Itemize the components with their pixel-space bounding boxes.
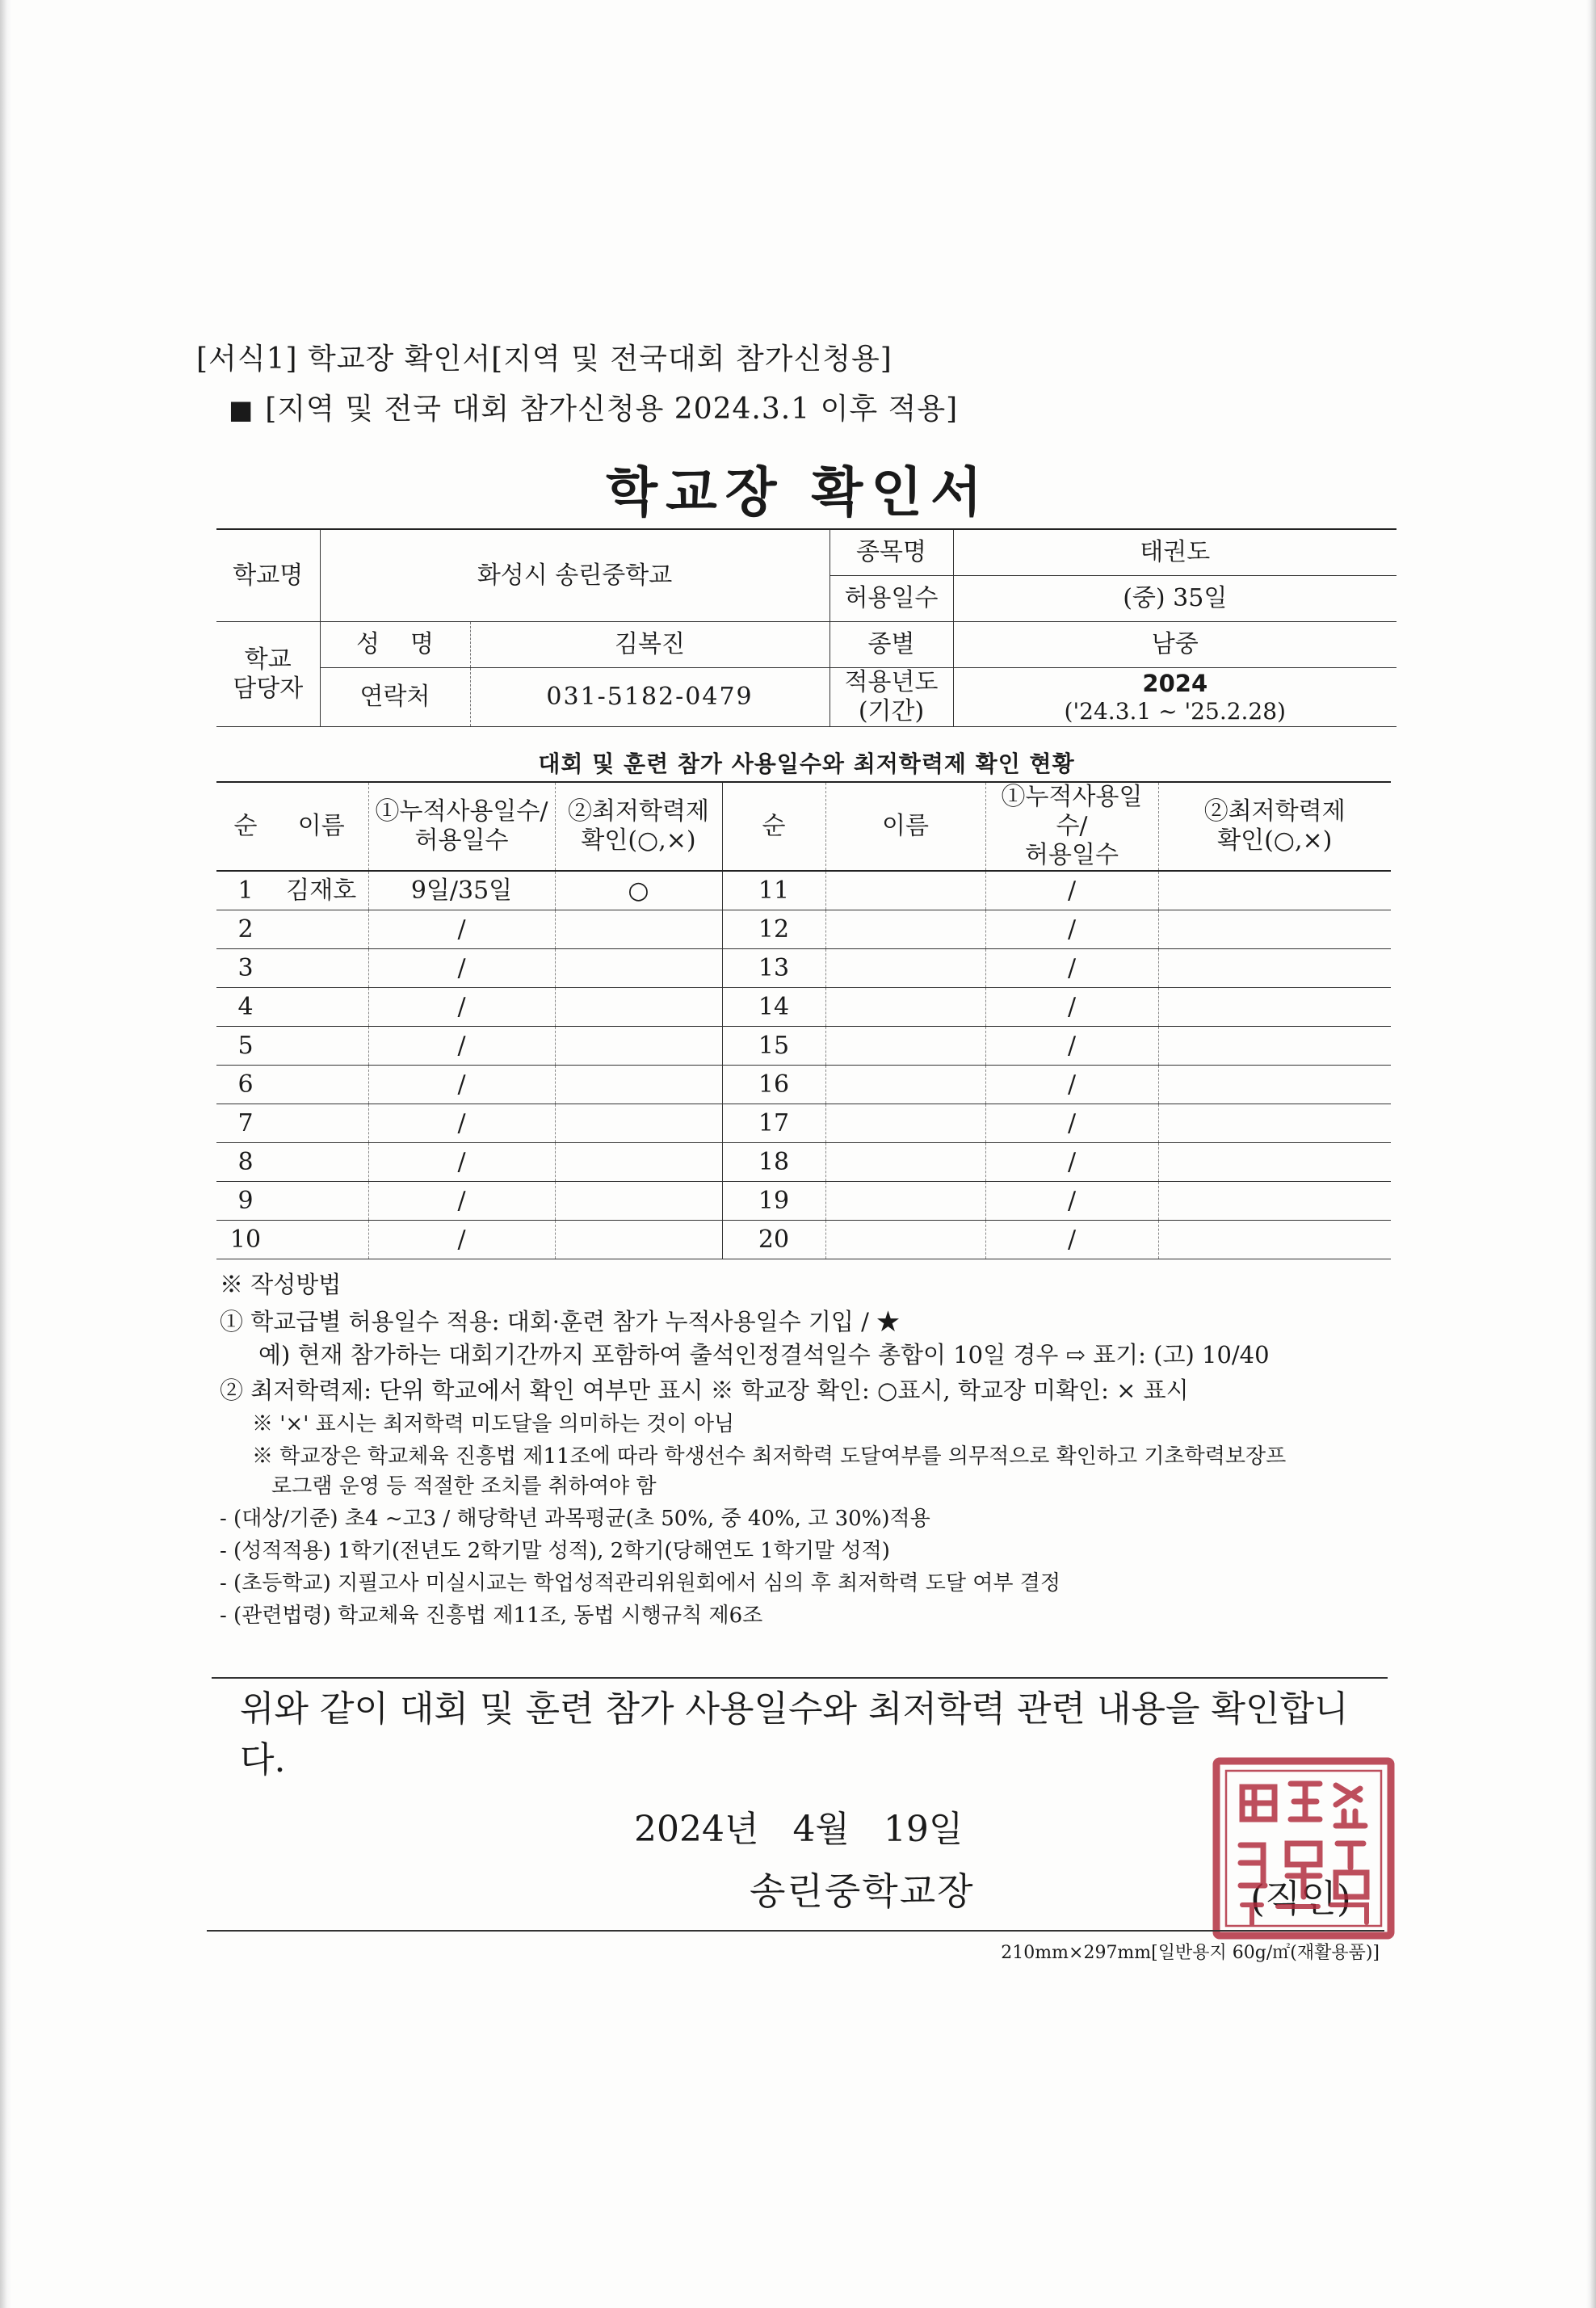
row-no: 3	[216, 949, 275, 988]
row-no-right: 15	[722, 1027, 825, 1066]
row-no: 6	[216, 1066, 275, 1104]
name-value: 김복진	[470, 622, 830, 668]
row-check-right	[1158, 871, 1391, 910]
row-days: 9일/35일	[368, 871, 555, 910]
row-no-right: 11	[722, 871, 825, 910]
category-label: 종별	[830, 622, 953, 668]
instruction-dash-3: - (초등학교) 지필고사 미실시교는 학업성적관리위원회에서 심의 후 최저학력 도달 여부 결정	[220, 1570, 1061, 1595]
table-row	[216, 1143, 1391, 1182]
category-value: 남중	[953, 622, 1396, 668]
row-no-right: 13	[722, 949, 825, 988]
row-name	[275, 1221, 368, 1259]
row-check	[555, 1027, 722, 1066]
instruction-dash-4: - (관련법령) 학교체육 진흥법 제11조, 동법 시행규칙 제6조	[220, 1603, 763, 1628]
row-name-right	[825, 1221, 985, 1259]
row-name-right	[825, 949, 985, 988]
row-days-right: /	[985, 1143, 1158, 1182]
instruction-dash-2: - (성적적용) 1학기(전년도 2학기말 성적), 2학기(당해연도 1학기말 성적)	[220, 1538, 890, 1563]
row-name	[275, 910, 368, 949]
staff-label: 학교 담당자	[216, 622, 320, 727]
row-check-right	[1158, 1066, 1391, 1104]
header-name: 이름	[275, 782, 368, 871]
name-label: 성 명	[320, 622, 470, 668]
row-no: 8	[216, 1143, 275, 1182]
row-days: /	[368, 1066, 555, 1104]
header-no: 순	[216, 782, 275, 871]
row-name: 김재호	[275, 871, 368, 910]
row-name-right	[825, 1027, 985, 1066]
row-check-right	[1158, 1104, 1391, 1143]
event-value: 태권도	[953, 529, 1396, 576]
row-no: 4	[216, 988, 275, 1027]
row-days: /	[368, 949, 555, 988]
allowed-days-value: (중) 35일	[953, 576, 1396, 622]
row-check-right	[1158, 910, 1391, 949]
header-confirm: ②최저학력제 확인(○,×)	[555, 782, 722, 871]
table-row	[216, 1066, 1391, 1104]
row-days: /	[368, 910, 555, 949]
table-row	[216, 910, 1391, 949]
row-no-right: 12	[722, 910, 825, 949]
row-no-right: 14	[722, 988, 825, 1027]
row-check	[555, 1143, 722, 1182]
instruction-note-2: ※ 학교장은 학교체육 진흥법 제11조에 따라 학생선수 최저학력 도달여부를 의무적으로 확인하고 기초학력보장프	[252, 1444, 1287, 1469]
row-days: /	[368, 1182, 555, 1221]
row-name-right	[825, 1143, 985, 1182]
row-name-right	[825, 1066, 985, 1104]
row-check-right	[1158, 949, 1391, 988]
row-days: /	[368, 988, 555, 1027]
row-check	[555, 1221, 722, 1259]
year-label: 적용년도 (기간)	[830, 668, 953, 727]
instruction-dash-1: - (대상/기준) 초4 ~고3 / 해당학년 과목평균(초 50%, 중 40%, 고 30%)적용	[220, 1507, 930, 1532]
instruction-item-2: ② 최저학력제: 단위 학교에서 확인 여부만 표시 ※ 학교장 확인: ○표시, 학교장 미확인: × 표시	[220, 1377, 1189, 1405]
form-id: [서식1] 학교장 확인서[지역 및 전국대회 참가신청용]	[196, 343, 892, 376]
paper-spec: 210mm×297mm[일반용지 60g/㎡(재활용품)]	[1001, 1943, 1380, 1963]
school-name-label: 학교명	[216, 529, 320, 622]
row-check	[555, 949, 722, 988]
row-name	[275, 949, 368, 988]
row-no-right: 20	[722, 1221, 825, 1259]
row-check-right	[1158, 988, 1391, 1027]
row-check	[555, 910, 722, 949]
row-check-right	[1158, 1221, 1391, 1259]
info-table	[216, 528, 1396, 727]
official-seal-stamp	[1210, 1755, 1397, 1942]
row-no-right: 18	[722, 1143, 825, 1182]
row-days: /	[368, 1104, 555, 1143]
row-name-right	[825, 871, 985, 910]
usage-section-title: 대회 및 훈련 참가 사용일수와 최저학력제 확인 현황	[538, 750, 1075, 777]
row-check-right	[1158, 1182, 1391, 1221]
row-no: 5	[216, 1027, 275, 1066]
row-days-right: /	[985, 910, 1158, 949]
row-name-right	[825, 1104, 985, 1143]
table-row	[216, 1104, 1391, 1143]
row-name	[275, 1143, 368, 1182]
row-days-right: /	[985, 1104, 1158, 1143]
table-row	[216, 988, 1391, 1027]
principal-title: 송린중학교장	[750, 1869, 975, 1913]
instructions	[220, 1270, 1399, 1629]
row-check-right	[1158, 1143, 1391, 1182]
table-row	[216, 1027, 1391, 1066]
row-check	[555, 1104, 722, 1143]
row-name-right	[825, 988, 985, 1027]
subheader-text: [지역 및 전국 대회 참가신청용 2024.3.1 이후 적용]	[265, 393, 959, 426]
instruction-item-1-example: 예) 현재 참가하는 대회기간까지 포함하여 출석인정결석일수 총합이 10일 경우 ⇨ 표기: (고) 10/40	[258, 1341, 1270, 1369]
row-days-right: /	[985, 1221, 1158, 1259]
table-row	[216, 871, 1391, 910]
contact-label: 연락처	[320, 668, 470, 727]
row-days-right: /	[985, 1182, 1158, 1221]
row-no-right: 17	[722, 1104, 825, 1143]
divider-top	[212, 1677, 1388, 1679]
header-cumulative-right: ①누적사용일수/ 허용일수	[985, 782, 1158, 871]
row-days-right: /	[985, 988, 1158, 1027]
row-days: /	[368, 1221, 555, 1259]
period-value: ('24.3.1 ~ '25.2.28)	[1064, 697, 1286, 725]
contact-value: 031-5182-0479	[470, 668, 830, 727]
row-check-right	[1158, 1027, 1391, 1066]
subheader	[229, 386, 958, 427]
square-bullet-icon: ■	[229, 394, 254, 425]
row-no-right: 16	[722, 1066, 825, 1104]
table-row	[216, 1182, 1391, 1221]
page-title: 학교장 확인서	[606, 461, 990, 523]
instruction-item-1: ① 학교급별 허용일수 적용: 대회·훈련 참가 누적사용일수 기입 / ★	[220, 1307, 901, 1335]
row-check	[555, 1182, 722, 1221]
header-confirm-right: ②최저학력제 확인(○,×)	[1158, 782, 1391, 871]
header-name-right: 이름	[825, 782, 985, 871]
row-check: ○	[555, 871, 722, 910]
row-name-right	[825, 1182, 985, 1221]
row-no-right: 19	[722, 1182, 825, 1221]
year-cell	[953, 668, 1396, 727]
usage-header-row	[216, 782, 1391, 871]
row-name	[275, 1104, 368, 1143]
row-days-right: /	[985, 871, 1158, 910]
event-label: 종목명	[830, 529, 953, 576]
allowed-days-label: 허용일수	[830, 576, 953, 622]
row-no: 2	[216, 910, 275, 949]
table-row	[216, 1221, 1391, 1259]
confirmation-text: 위와 같이 대회 및 훈련 참가 사용일수와 최저학력 관련 내용을 확인합니다.	[240, 1688, 1349, 1780]
row-no: 7	[216, 1104, 275, 1143]
seal-label: (직인)	[1250, 1877, 1351, 1920]
usage-table	[216, 781, 1391, 1259]
confirmation-date: 2024년 4월 19일	[634, 1809, 964, 1850]
instruction-note-1: ※ '×' 표시는 최저학력 미도달을 의미하는 것이 아님	[252, 1411, 735, 1436]
divider-bottom	[207, 1930, 1384, 1932]
school-name-value: 화성시 송린중학교	[320, 529, 830, 622]
row-days-right: /	[985, 949, 1158, 988]
table-row	[216, 949, 1391, 988]
row-days-right: /	[985, 1066, 1158, 1104]
row-no: 1	[216, 871, 275, 910]
row-name	[275, 1066, 368, 1104]
row-check	[555, 988, 722, 1027]
row-name	[275, 1182, 368, 1221]
instruction-note-2-cont: 로그램 운영 등 적절한 조치를 취하여야 함	[271, 1474, 657, 1499]
row-check	[555, 1066, 722, 1104]
year-value: 2024	[1142, 669, 1208, 697]
row-no: 9	[216, 1182, 275, 1221]
row-name	[275, 1027, 368, 1066]
header-cumulative: ①누적사용일수/ 허용일수	[368, 782, 555, 871]
row-days: /	[368, 1143, 555, 1182]
row-name-right	[825, 910, 985, 949]
instructions-heading: ※ 작성방법	[220, 1271, 342, 1298]
row-days-right: /	[985, 1027, 1158, 1066]
header-no-right: 순	[722, 782, 825, 871]
row-no: 10	[216, 1221, 275, 1259]
row-days: /	[368, 1027, 555, 1066]
row-name	[275, 988, 368, 1027]
